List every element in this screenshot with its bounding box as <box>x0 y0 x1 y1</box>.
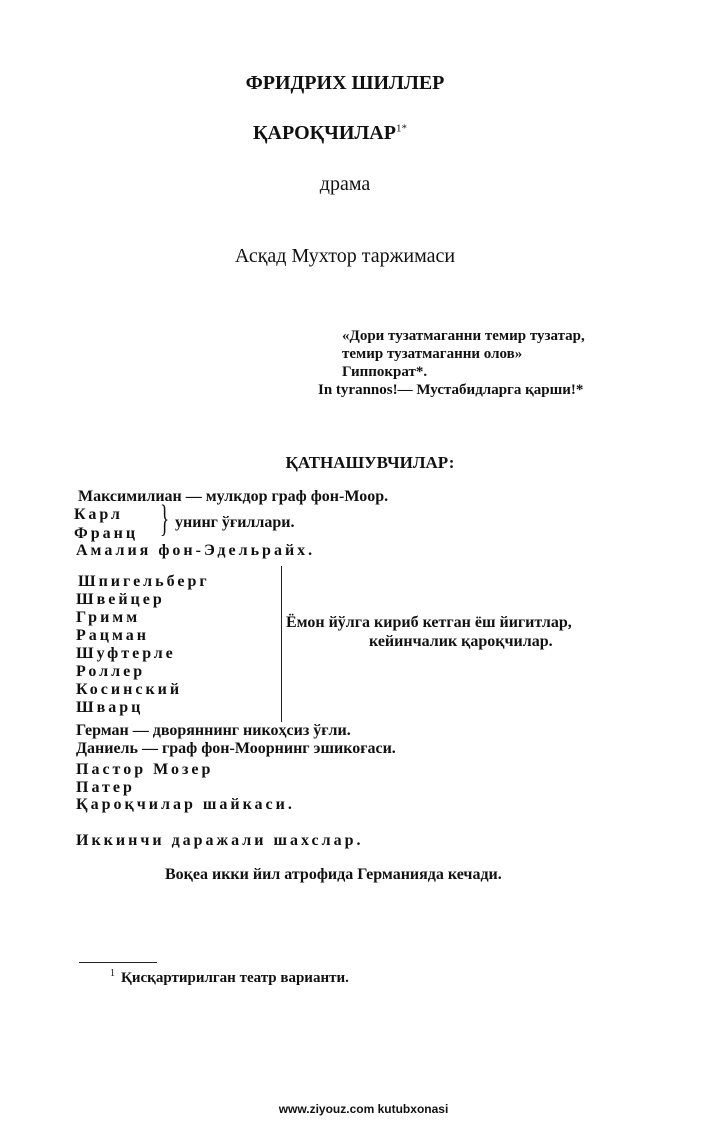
cast-herman: Герман — дворяннинг никоҳсиз ўғли. <box>76 722 351 739</box>
cast-heading: ҚАТНАШУВЧИЛАР: <box>285 453 455 472</box>
title-footnote-mark: 1* <box>395 122 407 135</box>
cast-karl: Карл <box>74 506 123 523</box>
cast-amalia: Амалия фон-Эдельрайх. <box>76 542 316 559</box>
play-title-text: ҚАРОҚЧИЛАР <box>253 122 396 144</box>
youths-note-line-2: кейинчалик қароқчилар. <box>369 633 553 650</box>
play-title <box>0 122 660 145</box>
cast-youth-4: Рацман <box>76 627 149 644</box>
cast-maximilian: Максимилиан — мулкдор граф фон-Моор. <box>78 488 389 505</box>
group-bracket <box>281 566 282 722</box>
cast-youth-2: Швейцер <box>76 591 165 608</box>
footnote-mark: 1 <box>110 968 115 979</box>
brace-sons: } <box>160 498 170 540</box>
cast-youth-3: Гримм <box>76 609 141 626</box>
cast-band: Қароқчилар шайкаси. <box>76 796 295 813</box>
sons-note: унинг ўғиллари. <box>175 514 295 531</box>
cast-pater: Патер <box>76 779 135 796</box>
author-name: ФРИДРИХ ШИЛЛЕР <box>245 72 445 94</box>
epigraph-attribution: Гиппократ*. <box>342 364 428 380</box>
cast-moser: Пастор Мозер <box>76 761 214 778</box>
genre-label: драма <box>319 173 371 195</box>
footnote <box>110 968 349 987</box>
cast-youth-6: Роллер <box>76 663 146 680</box>
footer-site: www.ziyouz.com kutubxonasi <box>278 1102 449 1116</box>
cast-youth-7: Косинский <box>76 681 183 698</box>
epigraph-line-1: «Дори тузатмаганни темир тузатар, <box>342 328 585 344</box>
minor-characters: Иккинчи даражали шахслар. <box>76 832 364 849</box>
footnote-rule <box>79 962 157 963</box>
epigraph-line-2: темир тузатмаганни олов» <box>342 346 523 362</box>
cast-youth-5: Шуфтерле <box>76 645 176 662</box>
footnote-text: Қисқартирилган театр варианти. <box>121 970 349 986</box>
translator-credit: Асқад Мухтор таржимаси <box>234 245 456 267</box>
cast-franz: Франц <box>74 525 139 542</box>
cast-daniel: Даниель — граф фон-Моорнинг эшикоғаси. <box>76 740 396 757</box>
youths-note-line-1: Ёмон йўлга кириб кетган ёш йигитлар, <box>286 614 572 631</box>
epigraph-motto: In tyrannos!— Мустабидларга қарши!* <box>318 382 584 398</box>
setting-note: Воқеа икки йил атрофида Германияда кечади. <box>165 866 502 883</box>
cast-youth-1: Шпигельберг <box>78 573 210 590</box>
cast-youth-8: Шварц <box>76 699 144 716</box>
